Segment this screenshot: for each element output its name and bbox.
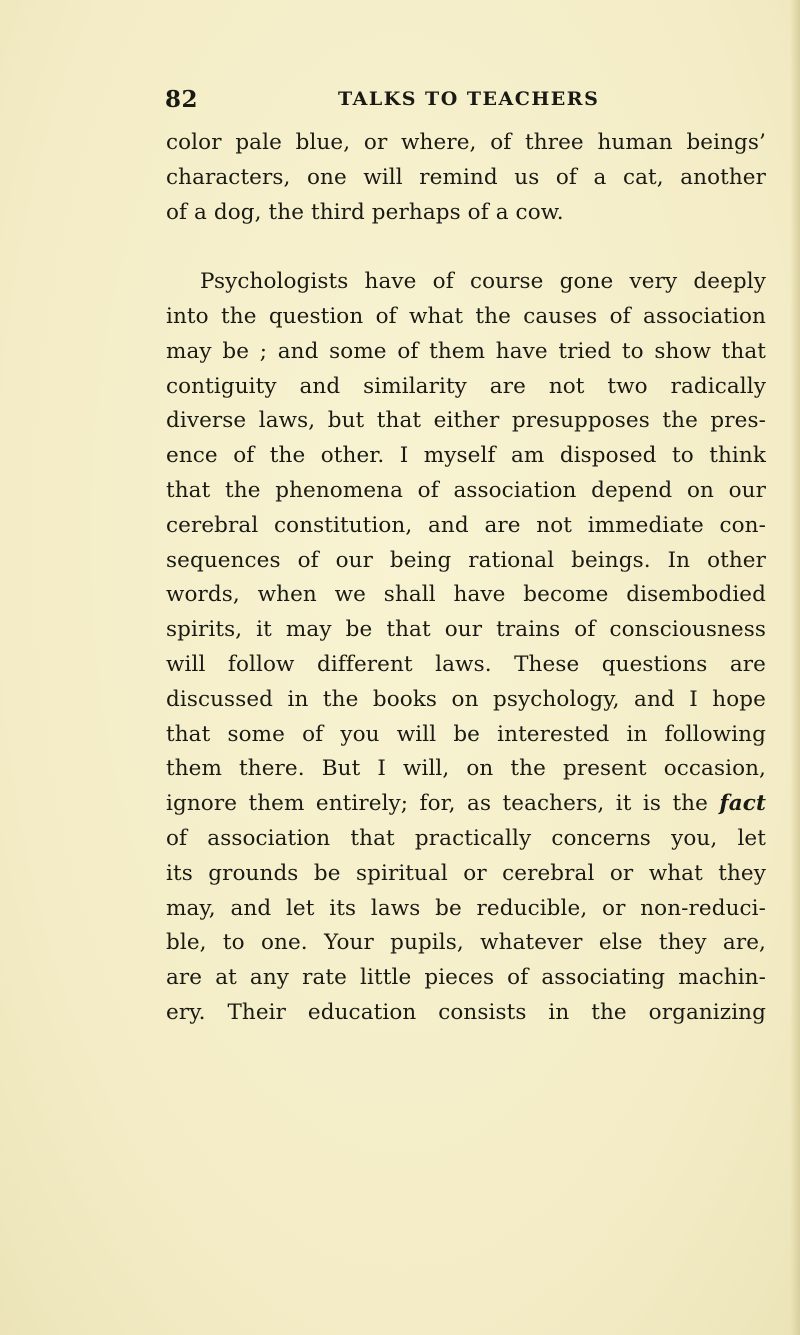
text-line: cerebral constitution, and are not immediate con- [166, 512, 766, 538]
paragraph-spacing [166, 230, 766, 265]
text-line: ble, to one. Your pupils, whatever else they are, [166, 930, 766, 956]
text-line: sequences of our being rational beings. In other [166, 547, 766, 573]
line-text: ignore them entirely; for, as teachers, it is the [166, 791, 708, 817]
text-line: contiguity and similarity are not two radically [166, 373, 766, 399]
page-edge-shadow [790, 0, 800, 1335]
text-line: characters, one will remind us of a cat, another [166, 164, 766, 190]
text-line: that some of you will be interested in following [166, 721, 766, 747]
text-line: into the question of what the causes of association [166, 303, 766, 329]
body-text [166, 126, 766, 1031]
page-number: 82 [165, 86, 199, 113]
text-line: them there. But I will, on the present occasion, [166, 756, 766, 782]
running-head: TALKS TO TEACHERS [338, 88, 600, 110]
text-line: discussed in the books on psychology, and I hope [166, 686, 766, 712]
text-line: will follow different laws. These questions are [166, 651, 766, 677]
text-line: are at any rate little pieces of associating machin- [166, 965, 766, 991]
text-line-with-italic [166, 787, 766, 822]
text-line: may, and let its laws be reducible, or non-reduci- [166, 895, 766, 921]
text-line: Psychologists have of course gone very deeply [200, 269, 766, 295]
text-line: color pale blue, or where, of three human beings’ [166, 130, 766, 155]
text-line: of a dog, the third perhaps of a cow. [166, 199, 564, 225]
text-line: ery. Their education consists in the organizing [166, 999, 766, 1025]
paragraph [166, 126, 766, 230]
text-line: may be ; and some of them have tried to show that [166, 338, 766, 364]
text-line: ence of the other. I myself am disposed to think [166, 443, 766, 469]
text-line: that the phenomena of association depend on our [166, 477, 766, 503]
text-line: of association that practically concerns you, let [166, 825, 766, 851]
text-line: words, when we shall have become disembodied [166, 582, 766, 608]
text-line: spirits, it may be that our trains of consciousness [166, 617, 766, 643]
text-line: its grounds be spiritual or cerebral or what they [166, 860, 766, 886]
paragraph [166, 265, 766, 1031]
text-line: diverse laws, but that either presupposes the pres- [166, 408, 766, 434]
italic-word: fact [719, 791, 766, 817]
page-header [165, 86, 745, 120]
